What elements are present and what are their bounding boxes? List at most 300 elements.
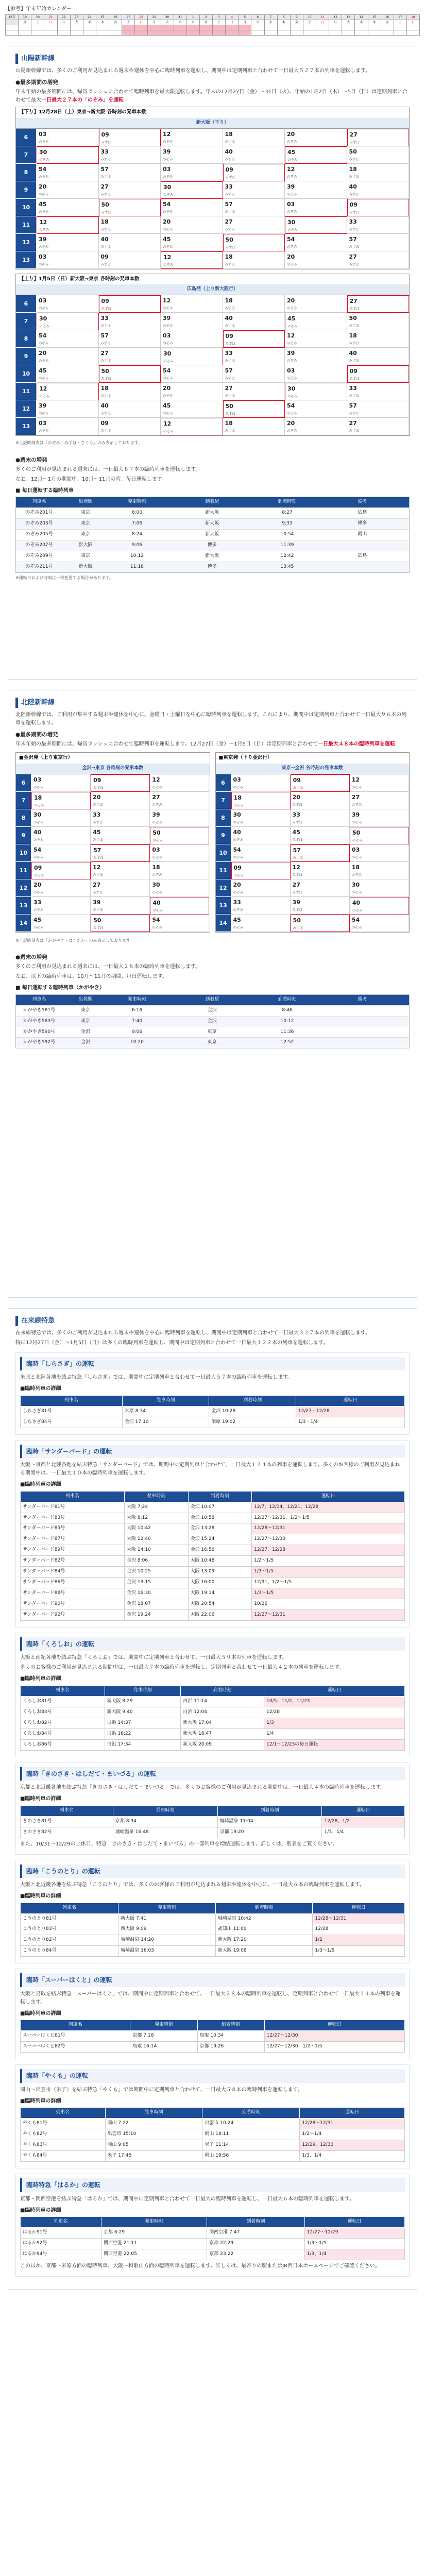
timetable-cell — [99, 234, 161, 251]
train-detail-row — [21, 1946, 405, 1957]
hokuriku-weekend-sub: ■ 毎日運転する臨時列車（かがやき） — [15, 985, 105, 991]
train-table-cell: 12:52 — [259, 1037, 316, 1048]
train-block — [15, 1860, 410, 1964]
timetable-cell — [31, 809, 91, 827]
timetable-hour: 10 — [16, 365, 37, 383]
train-name-small: のぞみ — [39, 244, 49, 249]
train-name-small: のぞみ — [233, 907, 243, 912]
train-detail-cell: 新大阪 9:09 — [118, 1924, 216, 1935]
timetable-cell — [350, 774, 409, 792]
train-table-cell: 東京 — [62, 507, 109, 518]
timetable-cell — [161, 199, 223, 216]
train-name-small: のぞみ — [39, 209, 49, 214]
timetable-cell — [285, 313, 347, 330]
timetable-caption: 【上り】1月5日（日）新大阪→東京 各時刻の発車本数 — [16, 274, 409, 285]
train-name-small: みずほ — [93, 855, 104, 860]
train-table-cell: 9:06 — [109, 540, 165, 551]
train-detail-header: 列車名 — [21, 1685, 105, 1696]
train-name-small: のぞみ — [233, 925, 243, 929]
train-name-small: のぞみ — [351, 802, 362, 807]
train-detail-cell: やくも84号 — [21, 2151, 106, 2162]
sanyo-weekend-head: ●週末の増発 — [15, 456, 47, 463]
train-name-small: のぞみ — [152, 802, 162, 807]
train-name-small: のぞみ — [39, 411, 49, 416]
timetable-cell — [161, 129, 223, 146]
calendar-day: 29 — [148, 14, 161, 20]
departure-minute: 18 — [100, 385, 109, 392]
train-detail-cell: 関西空港 21:11 — [101, 2238, 207, 2249]
calendar-day: 11 — [316, 14, 329, 20]
train-table-cell: 7:40 — [109, 1016, 165, 1027]
timetable-cell — [285, 146, 347, 164]
train-table-cell: 博多 — [316, 518, 410, 529]
train-name-small: のぞみ — [33, 907, 44, 912]
train-detail-cell: やくも82号 — [21, 2129, 106, 2140]
timetable-cell — [347, 400, 410, 418]
train-table-cell: 博多 — [165, 562, 259, 572]
departure-minute: 12 — [287, 165, 295, 173]
train-detail-cell: 福知山 11:00 — [215, 1924, 313, 1935]
train-detail-cell: 12/27～12/30 — [252, 1534, 405, 1545]
train-name-small: みずほ — [225, 394, 235, 398]
train-table-cell: かがやき592号 — [16, 1037, 62, 1048]
calendar-cell — [329, 30, 342, 35]
train-name-small: みずほ — [101, 307, 111, 311]
timetable-cell — [291, 809, 350, 827]
calendar-cell — [70, 25, 83, 30]
timetable-cell — [37, 348, 99, 365]
departure-minute: 18 — [100, 218, 109, 225]
timetable-hour: 11 — [16, 862, 31, 879]
train-block — [15, 2064, 410, 2168]
timetable-cell — [91, 897, 150, 914]
timetable-hour: 6 — [16, 295, 37, 313]
timetable-cell — [347, 251, 410, 269]
timetable-cell — [37, 295, 99, 313]
departure-minute: 54 — [163, 200, 171, 208]
train-name-small: のぞみ — [163, 324, 173, 328]
calendar-cell — [251, 25, 264, 30]
departure-minute: 30 — [287, 218, 296, 226]
timetable-hour: 8 — [216, 809, 231, 827]
train-name-small: のぞみ — [152, 838, 163, 842]
timetable-cell — [161, 348, 223, 365]
timetable-cell — [161, 251, 223, 269]
train-table-cell: 金沢 — [165, 1016, 259, 1027]
train-table-cell — [316, 562, 410, 572]
timetable-cell — [37, 313, 99, 330]
timetable-cell — [291, 914, 350, 932]
train-name-small: のぞみ — [163, 394, 173, 398]
train-table-cell: のぞみ203号 — [16, 518, 62, 529]
timetable-cell — [31, 914, 91, 932]
train-detail-cell: きのさき82号 — [21, 1827, 113, 1838]
timetable-cell — [37, 146, 99, 164]
timetable-cell — [285, 164, 347, 181]
train-detail-cell: 岡山 9:05 — [105, 2140, 202, 2151]
train-detail-cell: 大阪 22:06 — [188, 1609, 252, 1620]
departure-minute: 12 — [287, 332, 295, 340]
departure-minute: 12 — [163, 297, 171, 304]
departure-minute: 39 — [292, 899, 300, 906]
timetable-cell — [285, 348, 347, 365]
departure-minute: 40 — [152, 899, 161, 906]
timetable-cell — [223, 313, 285, 330]
timetable-cell — [99, 181, 161, 199]
train-name-small: みずほ — [100, 359, 111, 363]
calendar-cell — [174, 30, 186, 35]
departure-minute: 45 — [287, 148, 296, 156]
calendar-cell — [264, 30, 277, 35]
timetable-hour: 9 — [216, 827, 231, 844]
departure-minute: 12 — [292, 863, 300, 871]
train-name-small: のぞみ — [287, 157, 298, 162]
timetable-hour: 6 — [16, 129, 37, 146]
timetable-cell — [37, 400, 99, 418]
timetable-cell — [223, 400, 285, 418]
train-detail-cell: 大阪 13:09 — [188, 1567, 252, 1578]
hokuriku-title: 北陸新幹線 — [15, 698, 410, 708]
train-name-small: みずほ — [225, 227, 235, 231]
calendar-day: 26 — [109, 14, 122, 20]
departure-minute: 03 — [287, 200, 295, 208]
train-detail-header: 運転日 — [304, 2217, 404, 2228]
train-block-desc2: 多くのお客様のご利用が見込まれる期間中は、一日最大７本の臨時列車を運転し、定期列車と合わせて一日最大４２本の列車を運転します。 — [20, 1665, 345, 1671]
timetable-caption: ■東京発（下り金沢行） — [216, 753, 410, 764]
calendar-cell — [213, 30, 226, 35]
departure-minute: 30 — [351, 881, 360, 888]
calendar-day: 9 — [290, 14, 303, 20]
train-detail-header: 運転日 — [252, 1491, 405, 1502]
train-detail-cell: こうのとり82号 — [21, 1935, 118, 1946]
calendar-cell — [406, 30, 419, 35]
departure-minute: 45 — [163, 235, 171, 243]
calendar-cell — [290, 25, 303, 30]
train-detail-cell: 金沢 10:28 — [209, 1406, 296, 1417]
departure-minute: 18 — [349, 165, 357, 173]
train-block — [15, 1762, 410, 1855]
train-detail-header: 列車名 — [21, 1491, 125, 1502]
train-table-cell: 11:18 — [109, 562, 165, 572]
departure-minute: 27 — [349, 131, 358, 138]
train-detail-cell: くろしお83号 — [21, 1707, 105, 1718]
calendar-cell — [381, 25, 394, 30]
hokuriku-section — [8, 690, 417, 1298]
weekend-train-table — [15, 497, 410, 573]
train-detail-header: 発車時刻 — [124, 1491, 188, 1502]
sanyo-peak-head: ●最多期間の増発 — [15, 79, 58, 86]
train-name-small: みずほ — [93, 925, 104, 930]
departure-minute: 50 — [152, 829, 161, 836]
train-table-header: 出発駅 — [62, 497, 109, 507]
timetable-cell — [223, 251, 285, 269]
train-detail-row — [21, 2140, 405, 2151]
train-detail-header: 到着時刻 — [207, 2217, 304, 2228]
departure-minute: 20 — [292, 793, 300, 801]
departure-minute: 20 — [287, 130, 295, 138]
timetable-cell — [347, 330, 410, 348]
timetable-cell — [99, 383, 161, 400]
train-detail-row — [21, 1406, 405, 1417]
train-detail-cell: 12/28 — [313, 1924, 405, 1935]
timetable-cell — [161, 295, 223, 313]
train-name-small: のぞみ — [163, 376, 173, 381]
timetable-cell — [350, 792, 409, 809]
departure-minute: 45 — [287, 315, 296, 323]
train-detail-cell: 金沢 19:24 — [124, 1609, 188, 1620]
train-name-small: みずほ — [349, 394, 359, 398]
calendar-weekday: 金 — [109, 20, 122, 25]
hokuriku-weekend-head: ●週末の増発 — [15, 954, 47, 960]
timetable-header: 東京→金沢 各時刻の発車本数 — [216, 764, 410, 774]
departure-minute: 54 — [152, 916, 160, 923]
train-list-head: ■臨時列車の詳細 — [20, 1482, 61, 1488]
train-detail-header: 列車名 — [21, 1805, 113, 1816]
train-detail-header: 運転日 — [313, 1903, 405, 1913]
train-detail-header: 運転日 — [322, 1805, 405, 1816]
departure-minute: 27 — [349, 298, 358, 305]
departure-minute: 57 — [225, 200, 233, 208]
train-detail-cell: はるか94号 — [21, 2249, 101, 2260]
train-name-small: のぞみ — [352, 908, 363, 912]
calendar-day: 15 — [368, 14, 381, 20]
calendar-cell — [226, 25, 239, 30]
timetable-cell — [37, 234, 99, 251]
calendar-weekday: 水 — [174, 20, 186, 25]
train-table-header: 備考 — [316, 497, 410, 507]
train-detail-cell: はるか92号 — [21, 2238, 101, 2249]
calendar-cell — [31, 30, 44, 35]
departure-minute: 12 — [152, 776, 160, 783]
calendar-day: 19 — [19, 14, 31, 20]
train-name-small: のぞみ — [39, 324, 49, 329]
departure-minute: 45 — [233, 916, 241, 923]
train-detail-cell: 金沢 10:25 — [124, 1567, 188, 1578]
train-detail-cell: 大阪 12:40 — [124, 1534, 188, 1545]
train-detail-row — [21, 1718, 405, 1728]
train-list-head: ■臨時列車の詳細 — [20, 1893, 61, 1900]
train-block-title: 臨時「スーパーはくと」の運転 — [20, 1973, 405, 1987]
train-name-small: みずほ — [93, 890, 103, 894]
train-table-cell: 広島 — [316, 551, 410, 562]
calendar-weekday: 土 — [213, 20, 226, 25]
train-name-small: のぞみ — [351, 890, 362, 894]
train-detail-cell: 1/3～1/5 — [304, 2238, 404, 2249]
departure-minute: 30 — [39, 148, 47, 156]
timetable-cell — [285, 365, 347, 383]
timetable-cell — [91, 914, 150, 932]
timetable-cell — [223, 181, 285, 199]
zairai-title: 在来線特急 — [15, 1316, 410, 1326]
calendar-weekday: 金 — [199, 20, 212, 25]
departure-minute: 57 — [349, 235, 357, 243]
train-name-small: のぞみ — [163, 341, 173, 346]
departure-minute: 54 — [39, 165, 47, 173]
train-detail-cell: 関西空港 22:05 — [101, 2249, 207, 2260]
departure-minute: 50 — [293, 917, 301, 924]
train-detail-table — [20, 2107, 405, 2162]
train-name-small: のぞみ — [163, 429, 174, 434]
train-table-cell: 新大阪 — [62, 562, 109, 572]
train-detail-cell: 大阪 14:10 — [124, 1545, 188, 1556]
train-detail-cell: 12/28 — [264, 1707, 405, 1718]
timetable-cell — [285, 234, 347, 251]
train-detail-row — [21, 2119, 405, 2129]
train-name-small: のぞみ — [39, 394, 49, 399]
departure-minute: 20 — [163, 218, 171, 225]
train-table-cell: かがやき590号 — [16, 1027, 62, 1038]
train-table-cell: 博多 — [165, 540, 259, 551]
train-detail-header: 到着時刻 — [188, 1491, 252, 1502]
departure-minute: 50 — [225, 403, 233, 410]
train-detail-table — [20, 1903, 405, 1957]
train-name-small: のぞみ — [33, 855, 44, 859]
timetable-cell — [223, 365, 285, 383]
train-detail-cell: しらさぎ84号 — [21, 1417, 123, 1428]
train-name-small: みずほ — [93, 907, 103, 912]
train-name-small: のぞみ — [33, 925, 44, 929]
train-name-small: のぞみ — [163, 244, 173, 249]
train-detail-cell: 城崎温泉 10:42 — [215, 1913, 313, 1924]
timetable-cell — [150, 879, 209, 897]
departure-minute: 39 — [39, 235, 47, 243]
timetable-cell — [91, 844, 150, 862]
train-table-header: 到着駅 — [165, 995, 259, 1005]
calendar-cell — [239, 30, 251, 35]
train-block-note: また、10/31～12/29の土休日、特急「きのさき・はしだて・まいづる」の一部列車を増結運転します。詳しくは、別表をご覧ください。 — [20, 1841, 338, 1847]
train-table-cell: 6:16 — [109, 1005, 165, 1016]
timetable-hour: 10 — [216, 844, 231, 862]
train-name-small: のぞみ — [152, 855, 162, 859]
timetable-cell — [285, 295, 347, 313]
calendar-day: 22 — [57, 14, 70, 20]
train-detail-cell: 1/3、1/4 — [322, 1827, 405, 1838]
calendar-cell — [6, 30, 19, 35]
calendar-cell — [355, 30, 368, 35]
train-detail-cell: サンダーバード83号 — [21, 1513, 125, 1523]
train-detail-cell: 米子 17:45 — [105, 2151, 202, 2162]
train-detail-cell: 新大阪 9:40 — [105, 1707, 181, 1718]
timetable-cell — [291, 774, 350, 792]
timetable-cell — [37, 365, 99, 383]
train-name-small: のぞみ — [287, 209, 297, 214]
timetable-cell — [99, 129, 161, 146]
timetable-cell — [231, 809, 291, 827]
train-name-small: のぞみ — [233, 785, 243, 789]
departure-minute: 39 — [351, 811, 360, 818]
departure-minute: 27 — [100, 350, 109, 357]
train-list-head: ■臨時列車の詳細 — [20, 2207, 61, 2213]
train-name-small: のぞみ — [287, 359, 297, 363]
calendar-day: 28 — [135, 14, 148, 20]
train-detail-row — [21, 1816, 405, 1827]
timetable-hour: 12 — [16, 879, 31, 897]
calendar-cell — [186, 25, 199, 30]
train-detail-cell: 金沢 13:28 — [188, 1523, 252, 1534]
train-table-cell: 新大阪 — [165, 529, 259, 540]
timetable-cell — [223, 295, 285, 313]
departure-minute: 03 — [233, 776, 241, 783]
timetable-cell — [350, 844, 409, 862]
departure-minute: 57 — [293, 846, 301, 854]
timetable-cell — [231, 897, 291, 914]
train-name-small: みずほ — [100, 411, 111, 416]
departure-minute: 09 — [233, 864, 242, 871]
departure-minute: 20 — [233, 881, 241, 888]
timetable-cell — [350, 914, 409, 932]
train-detail-cell: サンダーバード87号 — [21, 1534, 125, 1545]
train-detail-row — [21, 1827, 405, 1838]
calendar-cell — [96, 30, 109, 35]
train-detail-cell: 大阪 7:24 — [124, 1502, 188, 1513]
train-detail-cell: 10/26 — [252, 1599, 405, 1610]
train-name-small: のぞみ — [287, 192, 297, 196]
timetable-cell — [223, 383, 285, 400]
calendar-cell — [277, 25, 290, 30]
calendar-cell — [368, 25, 381, 30]
calendar-weekday: 火 — [161, 20, 174, 25]
train-detail-cell: 12/27～12/29 — [304, 2228, 404, 2239]
train-detail-row — [21, 1502, 405, 1513]
timetable-cell — [99, 216, 161, 234]
train-table-cell: のぞみ205号 — [16, 529, 62, 540]
timetable-cell — [223, 129, 285, 146]
train-name-small: みずほ — [100, 324, 111, 328]
train-name-small: みずほ — [93, 820, 103, 824]
train-block-desc: 大阪と南紀各地を結ぶ特急「くろしお」では、期間中に定期列車と合わせて、一日最大５９本の列車を運転します。 — [20, 1655, 287, 1661]
train-detail-cell: 鳥取 10:34 — [197, 2031, 264, 2042]
train-name-small: のぞみ — [33, 837, 44, 842]
train-name-small: のぞみ — [351, 925, 362, 929]
calendar-weekday: 火 — [342, 20, 355, 25]
train-detail-header: 列車名 — [21, 1903, 118, 1913]
calendar-cell — [161, 30, 174, 35]
train-detail-header: 到着時刻 — [217, 1805, 322, 1816]
departure-minute: 39 — [39, 402, 47, 410]
holiday-calendar — [5, 5, 420, 36]
train-block-title: 臨時「くろしお」の運転 — [20, 1637, 405, 1651]
train-detail-cell: 京都 8:34 — [113, 1816, 217, 1827]
departure-minute: 39 — [163, 315, 171, 322]
departure-minute: 27 — [349, 253, 357, 260]
calendar-day: 4 — [226, 14, 239, 20]
train-detail-cell: 1/3、1/4 — [300, 2151, 405, 2162]
calendar-day: 24 — [83, 14, 96, 20]
weekend-note: ※運転日および時刻は一部変更する場合があります。 — [15, 575, 114, 580]
train-name-small: のぞみ — [233, 803, 244, 807]
train-detail-cell: 金沢 10:07 — [188, 1502, 252, 1513]
train-detail-header: 運転日 — [264, 2020, 404, 2031]
calendar-day: 13 — [342, 14, 355, 20]
departure-minute: 09 — [100, 420, 109, 427]
departure-minute: 30 — [163, 183, 172, 191]
train-detail-cell: くろしお86号 — [21, 1739, 105, 1750]
train-name-small: のぞみ — [163, 411, 173, 416]
timetable-cell — [223, 146, 285, 164]
timetable-cell — [91, 792, 150, 809]
departure-minute: 03 — [163, 332, 171, 340]
timetable-cell — [291, 844, 350, 862]
train-detail-row — [21, 2042, 405, 2053]
timetable-cell — [223, 199, 285, 216]
train-name-small: のぞみ — [233, 890, 243, 894]
train-detail-row — [21, 2228, 405, 2239]
train-name-small: のぞみ — [163, 209, 173, 214]
train-detail-cell: 岡山 19:56 — [202, 2151, 300, 2162]
train-table-cell: 8:46 — [259, 1005, 316, 1016]
train-detail-cell: 金沢 8:06 — [124, 1556, 188, 1567]
calendar-weekday: 土 — [394, 20, 406, 25]
